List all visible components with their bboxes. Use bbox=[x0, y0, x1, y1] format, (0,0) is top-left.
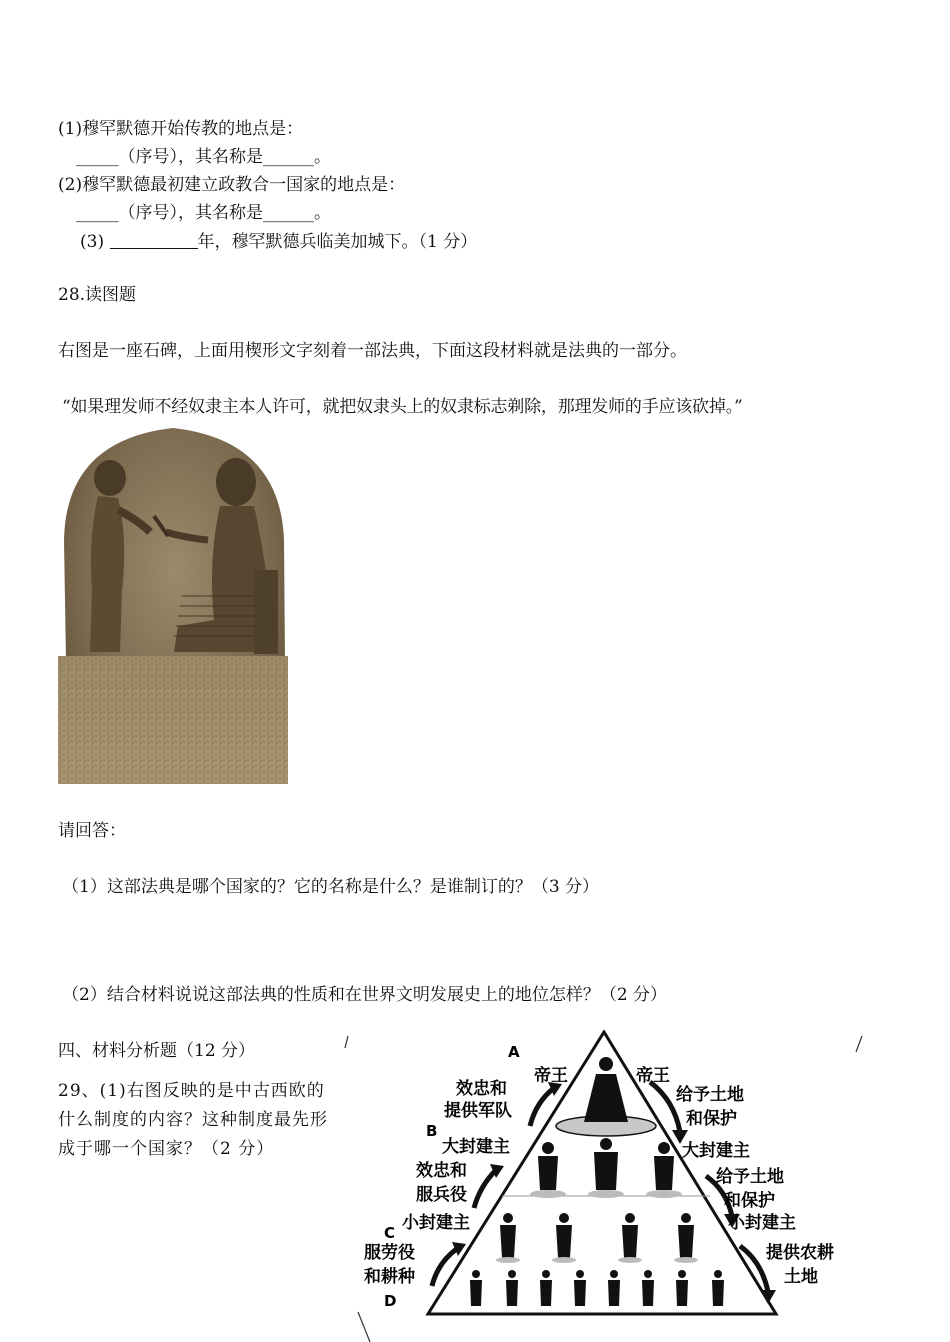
q28-title: 28.读图题 bbox=[58, 285, 137, 305]
hammurabi-stele-image bbox=[58, 420, 288, 784]
right-great-lord: 大封建主 bbox=[682, 1141, 750, 1161]
q27-sub2-blank: _____（序号），其名称是______。 bbox=[76, 203, 331, 223]
king-right-label: 帝王 bbox=[636, 1066, 670, 1086]
left-duty-2b: 服兵役 bbox=[416, 1185, 467, 1205]
q28-prompt: 请回答： bbox=[58, 821, 126, 841]
q29-question: 29、(1)右图反映的是中古西欧的什么制度的内容？这种制度最先形成于哪一个国家？（2 分） bbox=[58, 1081, 328, 1159]
platform bbox=[646, 1190, 682, 1198]
left-duty-1b: 提供军队 bbox=[444, 1101, 512, 1121]
right-small-lord: 小封建主 bbox=[728, 1213, 796, 1233]
q27-sub1: (1)穆罕默德开始传教的地点是： bbox=[58, 119, 304, 139]
label-a: A bbox=[508, 1043, 520, 1061]
answer-blank bbox=[110, 230, 198, 249]
q27-sub3-prefix: (3) bbox=[80, 232, 105, 252]
right-duty-3b: 土地 bbox=[784, 1267, 818, 1287]
platform bbox=[530, 1190, 566, 1198]
q27-sub1-blank: _____（序号），其名称是______。 bbox=[76, 147, 331, 167]
right-duty-1a: 给予土地 bbox=[676, 1085, 744, 1105]
platform bbox=[588, 1190, 624, 1198]
right-duty-2b: 和保护 bbox=[724, 1191, 775, 1211]
label-b: B bbox=[426, 1122, 438, 1140]
right-duty-2a: 给予土地 bbox=[716, 1167, 784, 1187]
left-small-lord: 小封建主 bbox=[402, 1213, 470, 1233]
left-duty-3a: 服劳役 bbox=[364, 1243, 415, 1263]
q28-q2: （2）结合材料说说这部法典的性质和在世界文明发展史上的地位怎样？（2 分） bbox=[62, 985, 668, 1005]
label-d: D bbox=[384, 1292, 397, 1310]
q28-q1: （1）这部法典是哪个国家的？它的名称是什么？是谁制订的？（3 分） bbox=[62, 877, 600, 897]
q27-sub3-suffix: 年，穆罕默德兵临美加城下。（1 分） bbox=[197, 232, 478, 252]
q28-quote: “如果理发师不经奴隶主本人许可，就把奴隶头上的奴隶标志剃除，那理发师的手应该砍掉。” bbox=[62, 397, 743, 417]
left-duty-2a: 效忠和 bbox=[416, 1161, 467, 1181]
left-great-lord: 大封建主 bbox=[442, 1137, 510, 1157]
left-duty-3b: 和耕种 bbox=[364, 1267, 415, 1287]
right-duty-3a: 提供农耕 bbox=[766, 1243, 834, 1263]
section4-title: 四、材料分析题（12 分） bbox=[58, 1041, 256, 1061]
label-c: C bbox=[384, 1224, 396, 1242]
king-left-label: 帝王 bbox=[534, 1066, 568, 1086]
right-duty-1b: 和保护 bbox=[686, 1109, 737, 1129]
q27-sub2: (2)穆罕默德最初建立政教合一国家的地点是： bbox=[58, 175, 406, 195]
q27-sub3 bbox=[80, 230, 477, 253]
feudal-pyramid-diagram bbox=[340, 1030, 875, 1342]
left-duty-1a: 效忠和 bbox=[456, 1079, 507, 1099]
q28-intro: 右图是一座石碑，上面用楔形文字刻着一部法典，下面这段材料就是法典的一部分。 bbox=[58, 341, 687, 361]
